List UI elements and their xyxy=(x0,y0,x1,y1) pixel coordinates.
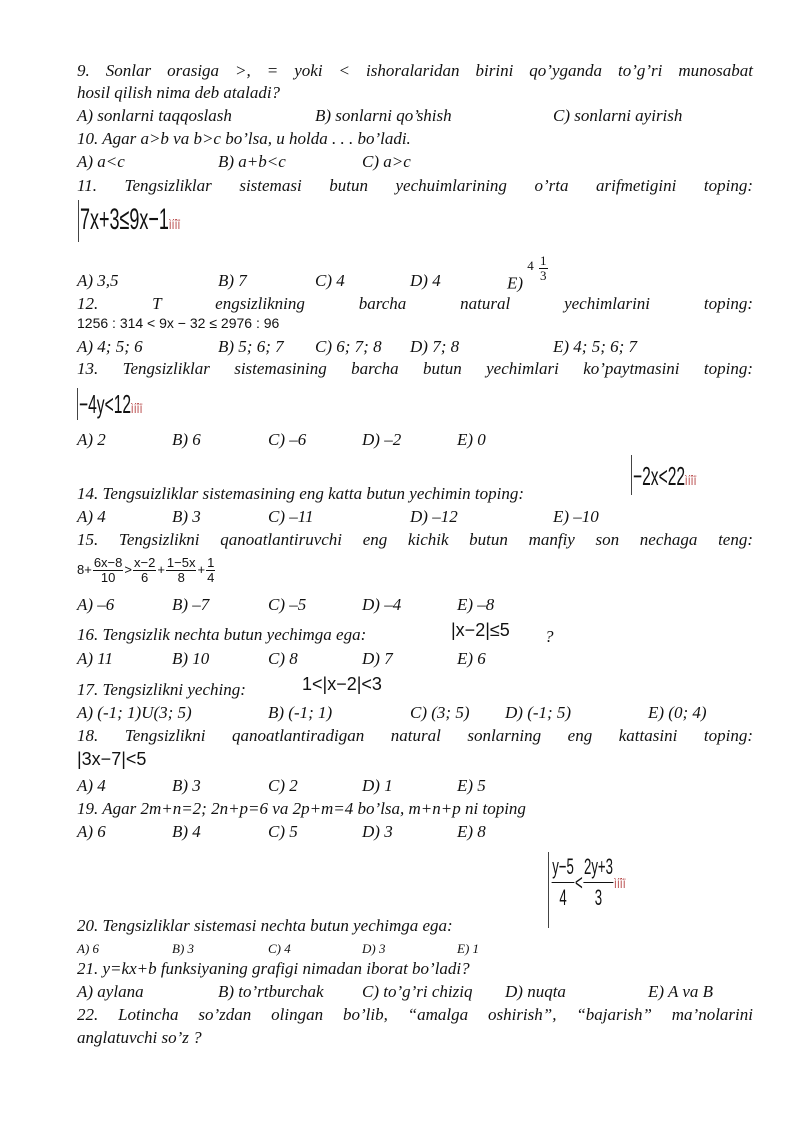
q14-option-a: A) 4 xyxy=(77,507,106,526)
q9-option-a: A) sonlarni taqqoslash xyxy=(77,106,232,125)
q9-text-line2: hosil qilish nima deb ataladi? xyxy=(77,83,281,102)
q10-option-a: A) a<c xyxy=(77,152,125,171)
q17-option-d: D) (-1; 5) xyxy=(505,703,572,722)
q11-e-fraction: $\frac{1}{3}$ xyxy=(540,253,547,283)
q12-option-b: B) 5; 6; 7 xyxy=(218,337,284,356)
q13-glyphs: ìíîï xyxy=(131,400,143,416)
q17-option-b: B) (-1; 1) xyxy=(268,703,333,722)
q10-text: 10. Agar a>b va b>c bo’lsa, u holda . . . bo’ladi. xyxy=(77,129,411,148)
q20-option-c: C) 4 xyxy=(268,941,291,956)
q15-formula: 8+ $\frac{6x-8}{10}$ > $\frac{x-2}{6}$ + $\frac{1-5x}{8}$ + $\frac{1}{4}$ xyxy=(77,554,215,585)
q12-formula: 1256 : 314 < 9x − 32 ≤ 2976 : 96 xyxy=(77,315,280,331)
q14-text: 14. Tengsuizliklar sistemasining eng katta butun yechimin toping: xyxy=(77,484,525,503)
q11-text: 11. Tengsizliklar sistemasi butun yechuimlarining o’rta arifmetigini toping: xyxy=(77,176,753,195)
q18-option-d: D) 1 xyxy=(362,776,393,795)
q21-option-c: C) to’g’ri chiziq xyxy=(362,982,473,1001)
q17-formula: 1<|x−2|<3 xyxy=(302,674,382,694)
q21-option-a: A) aylana xyxy=(77,982,144,1001)
q13-text: 13. Tengsizliklar sistemasining barcha butun yechimlari ko’paytmasini toping: xyxy=(77,359,753,378)
q16-option-e: E) 6 xyxy=(457,649,486,668)
q18-option-a: A) 4 xyxy=(77,776,106,795)
q12-option-d: D) 7; 8 xyxy=(410,337,460,356)
q16-tail: ? xyxy=(545,627,554,646)
q11-option-a: A) 3,5 xyxy=(77,271,119,290)
q9-option-b: B) sonlarni qo’shish xyxy=(315,106,452,125)
q21-option-b: B) to’rtburchak xyxy=(218,982,324,1001)
q20-option-d: D) 3 xyxy=(362,941,386,956)
q11-system-brace xyxy=(78,200,79,242)
q15-option-e: E) –8 xyxy=(457,595,495,614)
q15-text: 15. Tengsizlikni qanoatlantiruvchi eng kichik butun manfiy son nechaga teng: xyxy=(77,530,753,549)
q20-glyphs: ìíîï xyxy=(614,874,626,891)
q11-formula: 7x+3≤9x−1ìíîï xyxy=(80,203,181,236)
q18-option-e: E) 5 xyxy=(457,776,486,795)
q21-text: 21. y=kx+b funksiyaning grafigi nimadan iborat bo’ladi? xyxy=(77,959,470,978)
q16-option-a: A) 11 xyxy=(77,649,114,668)
q16-text: 16. Tengsizlik nechta butun yechimga ega: xyxy=(77,625,367,644)
q12-option-a: A) 4; 5; 6 xyxy=(77,337,143,356)
q19-option-a: A) 6 xyxy=(77,822,106,841)
q18-option-b: B) 3 xyxy=(172,776,201,795)
q22-text-line1: 22. Lotincha so’zdan olingan bo’lib, “amalga oshirish”, “bajarish” ma’nolarini xyxy=(77,1005,753,1024)
q19-option-c: C) 5 xyxy=(268,822,298,841)
q9-option-c: C) sonlarni ayirish xyxy=(553,106,683,125)
q13-option-c: C) –6 xyxy=(268,430,307,449)
q17-text: 17. Tengsizlikni yeching: xyxy=(77,680,246,699)
q12-option-c: C) 6; 7; 8 xyxy=(315,337,382,356)
q11-e-whole: 4 xyxy=(527,258,534,274)
q10-option-c: C) a>c xyxy=(362,152,411,171)
q18-option-c: C) 2 xyxy=(268,776,298,795)
q13-formula: −4y<12ìíîï xyxy=(79,389,143,419)
q13-option-a: A) 2 xyxy=(77,430,106,449)
q16-option-d: D) 7 xyxy=(362,649,393,668)
q15-option-d: D) –4 xyxy=(362,595,402,614)
q11-option-d: D) 4 xyxy=(410,271,441,290)
q20-option-e: E) 1 xyxy=(457,941,480,956)
q14-option-d: D) –12 xyxy=(410,507,458,526)
q11-option-c: C) 4 xyxy=(315,271,345,290)
q18-formula: |3x−7|<5 xyxy=(77,749,147,769)
q13-option-d: D) –2 xyxy=(362,430,402,449)
q16-formula: |x−2|≤5 xyxy=(451,620,510,640)
q15-option-a: A) –6 xyxy=(77,595,115,614)
q12-option-e: E) 4; 5; 6; 7 xyxy=(553,337,638,356)
q13-option-b: B) 6 xyxy=(172,430,201,449)
q17-option-c: C) (3; 5) xyxy=(410,703,470,722)
q17-option-a: A) (-1; 1)U(3; 5) xyxy=(77,703,192,722)
q16-option-c: C) 8 xyxy=(268,649,298,668)
q20-formula: $\frac{y-5}{4}$ < $\frac{2y+3}{3}$ ìíîï xyxy=(552,854,626,910)
q22-text-line2: anglatuvchi so’z ? xyxy=(77,1028,202,1047)
q12-text: 12. T engsizlikning barcha natural yechimlarini toping: xyxy=(77,294,753,313)
q9-text-line1: 9. Sonlar orasiga >, = yoki < ishoralaridan birini qo’yganda to’g’ri munosabat xyxy=(77,61,753,80)
q20-system-brace xyxy=(548,852,549,928)
q21-option-d: D) nuqta xyxy=(505,982,566,1001)
q19-text: 19. Agar 2m+n=2; 2n+p=6 va 2p+m=4 bo’lsa, m+n+p ni toping xyxy=(77,799,526,818)
q17-option-e: E) (0; 4) xyxy=(648,703,707,722)
q11-glyphs: ìíîï xyxy=(168,216,181,232)
q15-option-c: C) –5 xyxy=(268,595,307,614)
q14-system-brace xyxy=(631,455,632,495)
q14-option-c: C) –11 xyxy=(268,507,314,526)
q20-option-b: B) 3 xyxy=(172,941,195,956)
q11-option-b: B) 7 xyxy=(218,271,247,290)
q20-text: 20. Tengsizliklar sistemasi nechta butun yechimga ega: xyxy=(77,916,453,935)
q13-system-brace xyxy=(77,388,78,420)
q19-option-d: D) 3 xyxy=(362,822,393,841)
q16-option-b: B) 10 xyxy=(172,649,210,668)
q11-option-e: E) $^4$ $\frac{1}{3}$ xyxy=(507,253,547,293)
q14-formula: −2x<22ìíîï xyxy=(633,461,697,491)
q21-option-e: E) A va B xyxy=(648,982,713,1001)
q13-option-e: E) 0 xyxy=(457,430,486,449)
q15-option-b: B) –7 xyxy=(172,595,210,614)
q10-option-b: B) a+b<c xyxy=(218,152,286,171)
q19-option-e: E) 8 xyxy=(457,822,486,841)
q19-option-b: B) 4 xyxy=(172,822,201,841)
q20-option-a: A) 6 xyxy=(77,941,100,956)
q14-glyphs: ìíîï xyxy=(685,472,697,488)
q18-text: 18. Tengsizlikni qanoatlantiradigan natural sonlarning eng kattasini toping: xyxy=(77,726,753,745)
q14-option-e: E) –10 xyxy=(553,507,599,526)
q14-option-b: B) 3 xyxy=(172,507,201,526)
